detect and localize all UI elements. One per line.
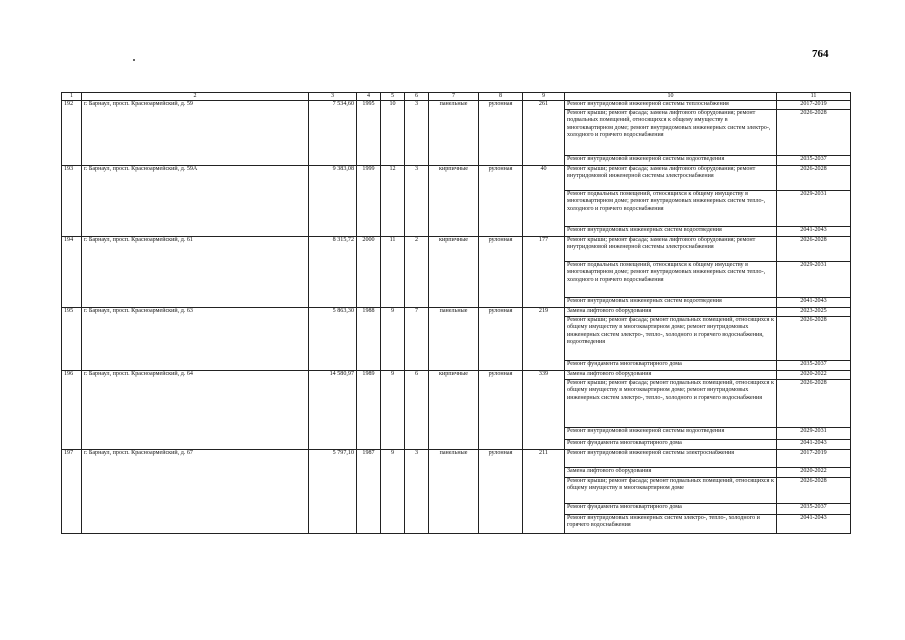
construction-year: 2000 — [357, 237, 381, 308]
roof-type: рулонная — [479, 166, 523, 237]
building-area: 14 580,97 — [309, 371, 357, 450]
work-description: Ремонт внутридомовых инженерных систем водоотведения — [565, 227, 777, 237]
entrance-count: 3 — [405, 450, 429, 534]
work-period: 2035-2037 — [777, 156, 851, 166]
col-header-2: 2 — [82, 93, 309, 101]
work-period: 2017-2019 — [777, 101, 851, 110]
table-row — [62, 101, 851, 110]
floor-count: 9 — [381, 308, 405, 371]
construction-year: 1987 — [357, 450, 381, 534]
entrance-count: 3 — [405, 101, 429, 166]
roof-type: рулонная — [479, 101, 523, 166]
wall-material: панельные — [429, 450, 479, 534]
building-address: г. Барнаул, просп. Красноармейский, д. 64 — [82, 371, 309, 450]
col-header-1: 1 — [62, 93, 82, 101]
work-description: Замена лифтового оборудования — [565, 468, 777, 478]
table-row — [62, 166, 851, 191]
work-description: Ремонт крыши; ремонт фасада; замена лифтового оборудования; ремонт подвальных помещений, относящихся к общему имуществу в многоквартирном доме; ремонт внутридомовых инженерных систем электро-, холодного и горячего водоснабжения — [565, 110, 777, 156]
building-number: 195 — [62, 308, 82, 371]
building-address: г. Барнаул, просп. Красноармейский, д. 59 — [82, 101, 309, 166]
work-description: Ремонт внутридомовой инженерной системы водоотведения — [565, 156, 777, 166]
entrance-count: 2 — [405, 237, 429, 308]
work-period: 2017-2019 — [777, 450, 851, 468]
work-period: 2020-2022 — [777, 371, 851, 380]
entrance-count: 3 — [405, 166, 429, 237]
work-period: 2041-2043 — [777, 298, 851, 308]
col-header-6: 6 — [405, 93, 429, 101]
column-9-value: 211 — [523, 450, 565, 534]
wall-material: панельные — [429, 308, 479, 371]
table-row — [62, 308, 851, 317]
col-header-9: 9 — [523, 93, 565, 101]
work-period: 2026-2028 — [777, 110, 851, 156]
column-9-value: 261 — [523, 101, 565, 166]
col-header-4: 4 — [357, 93, 381, 101]
roof-type: рулонная — [479, 308, 523, 371]
building-number: 196 — [62, 371, 82, 450]
work-period: 2026-2028 — [777, 478, 851, 504]
column-number-row — [62, 93, 851, 101]
column-9-value: 219 — [523, 308, 565, 371]
construction-year: 1989 — [357, 371, 381, 450]
column-9-value: 40 — [523, 166, 565, 237]
entrance-count: 7 — [405, 308, 429, 371]
work-period: 2029-2031 — [777, 428, 851, 440]
work-period: 2041-2043 — [777, 227, 851, 237]
work-description: Ремонт внутридомовых инженерных систем электро-, тепло-, холодного и горячего водоснабжения — [565, 515, 777, 534]
work-description: Ремонт внутридомовой инженерной системы водоотведения — [565, 428, 777, 440]
work-description: Ремонт подвальных помещений, относящихся к общему имуществу в многоквартирном доме; ремонт внутридомовых инженерных систем тепло-, холодного и горячего водоснабжения — [565, 262, 777, 298]
work-period: 2026-2028 — [777, 317, 851, 361]
column-9-value: 339 — [523, 371, 565, 450]
page-number: 764 — [812, 48, 829, 60]
floor-count: 12 — [381, 166, 405, 237]
col-header-11: 11 — [777, 93, 851, 101]
roof-type: рулонная — [479, 450, 523, 534]
col-header-8: 8 — [479, 93, 523, 101]
floor-count: 10 — [381, 101, 405, 166]
floor-count: 9 — [381, 450, 405, 534]
work-description: Ремонт фундамента многоквартирного дома — [565, 361, 777, 371]
work-period: 2020-2022 — [777, 468, 851, 478]
work-period: 2026-2028 — [777, 166, 851, 191]
work-period: 2035-2037 — [777, 361, 851, 371]
building-address: г. Барнаул, просп. Красноармейский, д. 59А — [82, 166, 309, 237]
work-description: Ремонт крыши; ремонт фасада; ремонт подвальных помещений, относящихся к общему имуществу в многоквартирном доме; ремонт внутридомовых инженерных систем электро-, тепло-, холодного и горячего водоснабжения — [565, 380, 777, 428]
work-description: Ремонт крыши; ремонт фасада; замена лифтового оборудования; ремонт внутридомовой инженерной системы электроснабжения — [565, 237, 777, 262]
col-header-3: 3 — [309, 93, 357, 101]
building-number: 193 — [62, 166, 82, 237]
table-body — [62, 93, 851, 534]
wall-material: кирпичные — [429, 166, 479, 237]
building-area: 8 315,72 — [309, 237, 357, 308]
table-row — [62, 450, 851, 468]
col-header-7: 7 — [429, 93, 479, 101]
work-description: Ремонт крыши; ремонт фасада; замена лифтового оборудования; ремонт внутридомовой инженерной системы электроснабжения — [565, 166, 777, 191]
scan-speck — [133, 59, 135, 61]
col-header-10: 10 — [565, 93, 777, 101]
building-area: 9 383,08 — [309, 166, 357, 237]
wall-material: кирпичные — [429, 371, 479, 450]
building-address: г. Барнаул, просп. Красноармейский, д. 61 — [82, 237, 309, 308]
construction-year: 1988 — [357, 308, 381, 371]
work-period: 2026-2028 — [777, 380, 851, 428]
work-description: Замена лифтового оборудования — [565, 308, 777, 317]
table-row — [62, 237, 851, 262]
roof-type: рулонная — [479, 237, 523, 308]
building-number: 194 — [62, 237, 82, 308]
work-description: Ремонт крыши; ремонт фасада; ремонт подвальных помещений, относящихся к общему имуществу в многоквартирном доме — [565, 478, 777, 504]
work-period: 2029-2031 — [777, 262, 851, 298]
work-description: Ремонт внутридомовых инженерных систем водоотведения — [565, 298, 777, 308]
work-period: 2041-2043 — [777, 440, 851, 450]
construction-year: 1995 — [357, 101, 381, 166]
work-description: Ремонт крыши; ремонт фасада; ремонт подвальных помещений, относящихся к общему имуществу в многоквартирном доме; ремонт внутридомовых инженерных систем электро-, тепло-, холодного и горячего водоснабжения, водоотведения — [565, 317, 777, 361]
work-description: Ремонт фундамента многоквартирного дома — [565, 440, 777, 450]
floor-count: 9 — [381, 371, 405, 450]
work-period: 2041-2043 — [777, 515, 851, 534]
building-area: 5 797,10 — [309, 450, 357, 534]
repair-schedule-table — [61, 92, 851, 534]
work-period: 2035-2037 — [777, 504, 851, 515]
work-period: 2026-2028 — [777, 237, 851, 262]
work-period: 2029-2031 — [777, 191, 851, 227]
roof-type: рулонная — [479, 371, 523, 450]
floor-count: 11 — [381, 237, 405, 308]
work-description: Замена лифтового оборудования — [565, 371, 777, 380]
wall-material: панельные — [429, 101, 479, 166]
building-number: 192 — [62, 101, 82, 166]
work-period: 2023-2025 — [777, 308, 851, 317]
building-area: 5 863,30 — [309, 308, 357, 371]
table-row — [62, 371, 851, 380]
wall-material: кирпичные — [429, 237, 479, 308]
work-description: Ремонт внутридомовой инженерной системы теплоснабжения — [565, 101, 777, 110]
construction-year: 1999 — [357, 166, 381, 237]
work-description: Ремонт подвальных помещений, относящихся к общему имуществу в многоквартирном доме; ремонт внутридомовых инженерных систем тепло-, холодного и горячего водоснабжения — [565, 191, 777, 227]
column-9-value: 177 — [523, 237, 565, 308]
entrance-count: 6 — [405, 371, 429, 450]
work-description: Ремонт внутридомовой инженерной системы электроснабжения — [565, 450, 777, 468]
work-description: Ремонт фундамента многоквартирного дома — [565, 504, 777, 515]
col-header-5: 5 — [381, 93, 405, 101]
building-area: 7 534,60 — [309, 101, 357, 166]
building-number: 197 — [62, 450, 82, 534]
building-address: г. Барнаул, просп. Красноармейский, д. 63 — [82, 308, 309, 371]
building-address: г. Барнаул, просп. Красноармейский, д. 67 — [82, 450, 309, 534]
